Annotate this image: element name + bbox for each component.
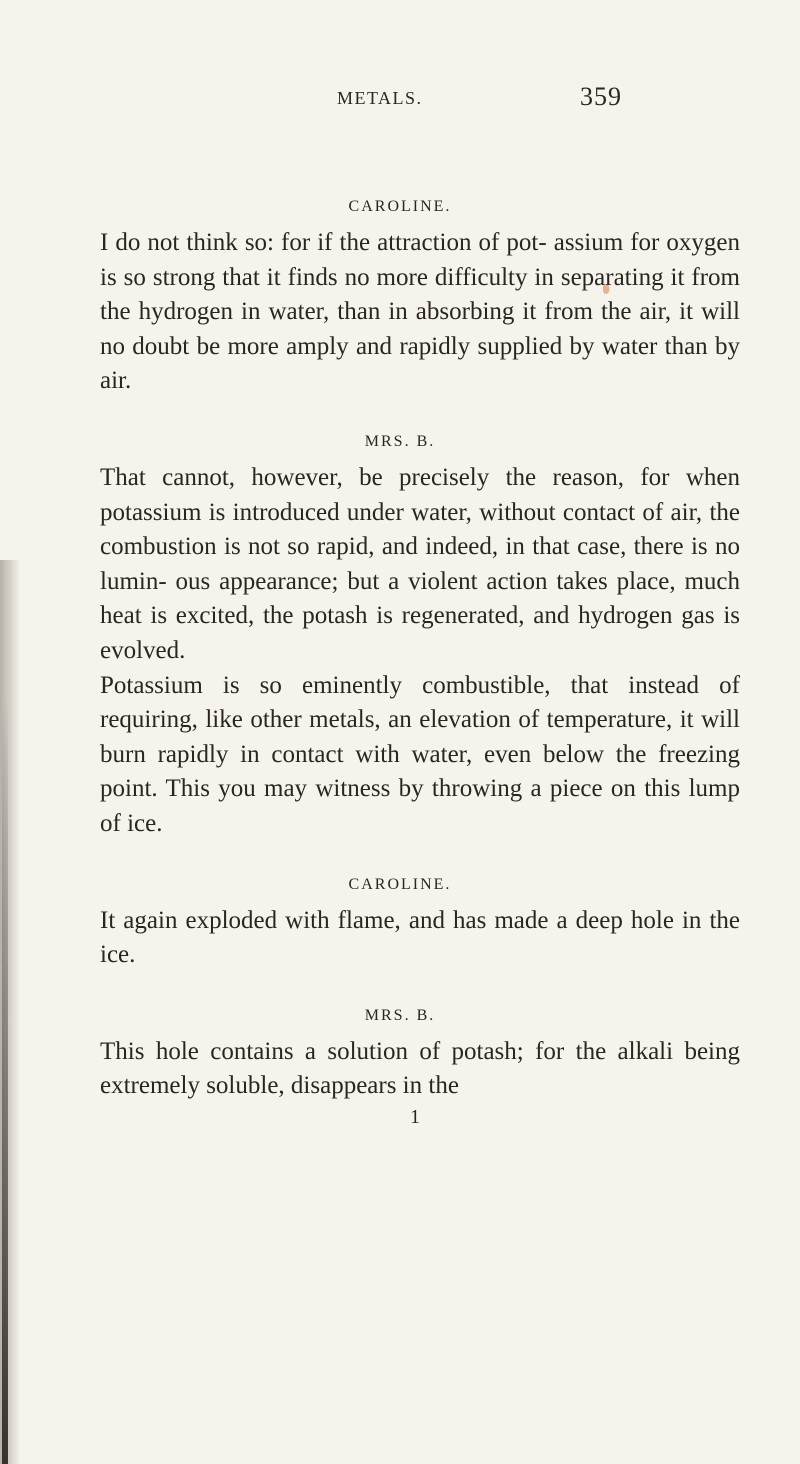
page-number: 359 — [580, 82, 622, 111]
paragraph: That cannot, however, be precisely the reason, for when potassium is introduced under water, without contact of air, the combustion is not so rapid, and indeed, in that case, there is no lumin- ous appearance; but a violent action takes place, much heat is excited, the potash is regenerated, and hydrogen gas is evolved. — [100, 463, 740, 664]
paragraph: This hole contains a solution of potash; for the alkali being extremely soluble, disappears in the — [100, 1037, 740, 1100]
paragraph: I do not think so: for if the attraction of pot- assium for oxygen is so strong that it finds no more difficulty in separating it from the hydrogen in water, than in absorbing it from the air, it will no doubt be more amply and rapidly supplied by water than by air. — [100, 229, 740, 395]
page-body — [100, 198, 740, 1129]
speaker-heading: CAROLINE. — [348, 198, 452, 215]
signature-mark: 1 — [410, 1105, 420, 1128]
running-head — [0, 82, 800, 122]
speaker-heading: CAROLINE. — [348, 875, 452, 893]
speaker-heading: MRS. B. — [364, 1006, 436, 1024]
paragraph: It again exploded with flame, and has made a deep hole in the ice. — [100, 906, 740, 969]
paragraph: Potassium is so eminently combustible, that instead of requiring, like other metals, an elevation of temperature, it will burn rapidly in contact with water, even below the freezing point. This you may witness by throwing a piece on this lump of ice. — [100, 671, 740, 837]
speaker-heading: MRS. B. — [364, 432, 436, 450]
running-title: METALS. — [337, 88, 423, 108]
binding-edge — [2, 700, 8, 1464]
